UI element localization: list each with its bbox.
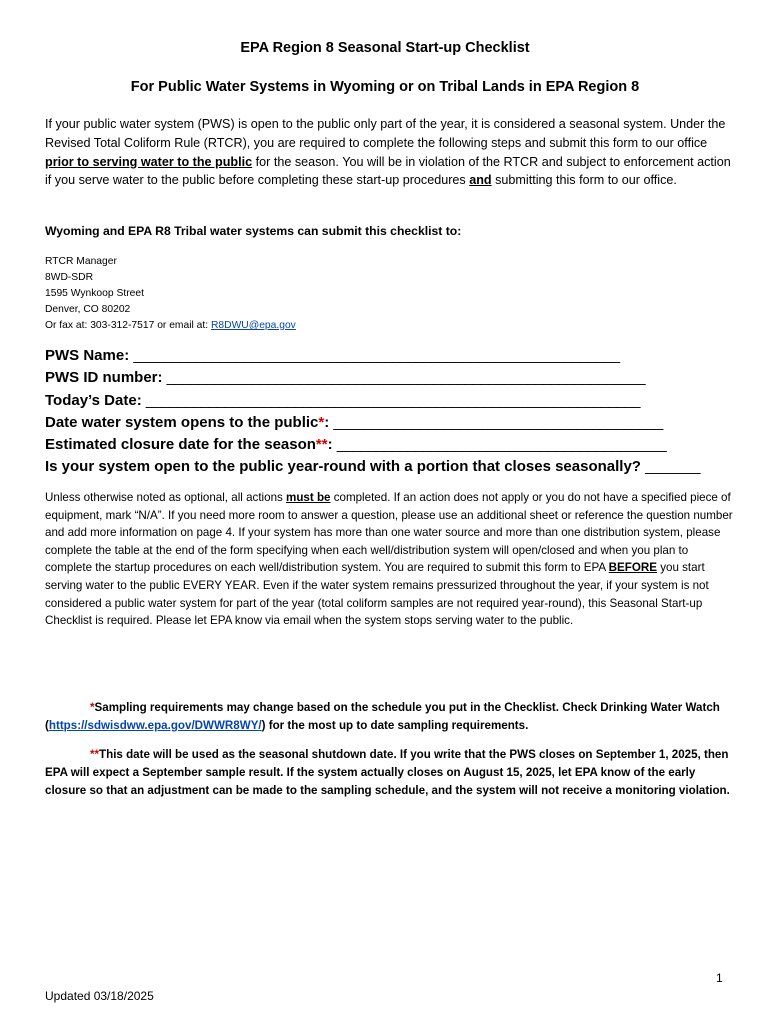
- year-round-label: Is your system open to the public year-round with a portion that closes seasonally?: [45, 458, 646, 476]
- fax-email-line: [45, 318, 296, 334]
- page-subtitle: For Public Water Systems in Wyoming or on Tribal Lands in EPA Region 8: [130, 79, 640, 95]
- instructions-emphasis-before: BEFORE: [608, 561, 657, 575]
- sampling-note: [45, 699, 735, 735]
- sampling-note-text-end: ) for the most up to date sampling requirements.: [261, 719, 529, 732]
- closure-date-label: Estimated closure date for the season: [45, 436, 316, 454]
- instructions-text-3: you start serving water to the public EVERY YEAR. Even if the water system remains pressurized throughout the year, if your system is not considered a public water system for part of the year (total coliform samples are not required year-round), this Seasonal Start-up Checklist is required. Please let EPA know via email when the system stops serving water to the public.: [45, 561, 709, 628]
- pws-name-field[interactable]: ______________________________________________________________: [133, 347, 620, 364]
- todays-date-field[interactable]: _______________________________________________________________: [145, 391, 640, 409]
- closure-date-colon: :: [327, 436, 337, 454]
- address-line: 1595 Wynkoop Street: [45, 288, 144, 299]
- todays-date-row: [45, 390, 735, 412]
- shutdown-note-asterisks: **: [90, 748, 100, 761]
- open-date-colon: :: [324, 413, 334, 431]
- pws-name-row: [45, 345, 735, 367]
- closure-date-asterisks: **: [315, 436, 328, 454]
- intro-text-1: If your public water system (PWS) is open to the public only part of the year, it is considered a seasonal system. Under the Revised Total Coliform Rule (RTCR), you are required to complete the following steps and submit this form to our office: [45, 117, 726, 150]
- address-line: Denver, CO 80202: [45, 304, 131, 315]
- email-link[interactable]: R8DWU@epa.gov: [210, 320, 296, 331]
- shutdown-note: [45, 746, 735, 800]
- submit-heading: Wyoming and EPA R8 Tribal water systems can submit this checklist to:: [45, 224, 462, 238]
- drinking-water-watch-link[interactable]: https://sdwisdww.epa.gov/DWWR8WY/: [48, 719, 262, 732]
- instructions-emphasis-must-be: must be: [286, 491, 331, 504]
- page-title: EPA Region 8 Seasonal Start-up Checklist: [240, 40, 530, 56]
- intro-emphasis-and: and: [469, 173, 492, 188]
- sampling-note-asterisk: *: [90, 701, 95, 714]
- instructions-text-1: Unless otherwise noted as optional, all actions: [45, 491, 287, 504]
- open-date-field[interactable]: __________________________________________: [333, 413, 663, 431]
- instructions-text-2: completed. If an action does not apply or you do not have a specified piece of equipment, mark “N/A”. If you need more room to answer a question, please use an additional sheet or reference the question number and add more information on page 4. If your system has more than one water source and more than one distribution system, please complete the table at the end of the form specifying when each well/distribution system will open/closed and when you plan to complete the startup procedures on each well/distribution system. You are required to submit this form to EPA: [45, 491, 733, 575]
- form-fields: [45, 345, 735, 479]
- pws-id-row: [45, 367, 735, 389]
- intro-text-3: submitting this form to our office.: [491, 173, 677, 188]
- intro-text-2: for the season. You will be in violation of the RTCR and subject to enforcement action if you serve water to the public before completing these start-up procedures: [45, 154, 731, 188]
- sampling-note-text: Sampling requirements may change based on the schedule you put in the Checklist. Check Drinking Water Watch (: [45, 701, 720, 732]
- todays-date-label: Today’s Date:: [45, 391, 146, 409]
- open-date-row: [45, 412, 735, 434]
- closure-date-field[interactable]: __________________________________________: [336, 436, 667, 454]
- address-line: 8WD-SDR: [45, 272, 94, 283]
- fax-text: Or fax at: 303-312-7517 or email at:: [45, 320, 211, 331]
- year-round-row: [45, 456, 735, 478]
- address-line: RTCR Manager: [45, 256, 117, 267]
- instructions-paragraph: [45, 489, 735, 630]
- pws-id-label: PWS ID number:: [45, 369, 167, 387]
- updated-date: Updated 03/18/2025: [45, 989, 154, 1003]
- closure-date-row: [45, 434, 735, 456]
- open-date-asterisk: *: [318, 413, 325, 431]
- mailing-address: [45, 254, 296, 334]
- pws-name-label: PWS Name:: [45, 347, 134, 364]
- open-date-label: Date water system opens to the public: [45, 413, 319, 431]
- page-number: 1: [716, 971, 723, 985]
- intro-paragraph: [45, 115, 735, 190]
- intro-emphasis-prior: prior to serving water to the public: [45, 154, 253, 169]
- shutdown-note-text: This date will be used as the seasonal shutdown date. If you write that the PWS closes on September 1, 2025, then EPA will expect a September sample result. If the system actually closes on August 15, 2025, let EPA know of the early closure so that an adjustment can be made to the sampling schedule, and the system will not receive a monitoring violation.: [45, 748, 730, 797]
- year-round-field[interactable]: _______: [645, 458, 701, 476]
- pws-id-field[interactable]: _____________________________________________________________: [166, 369, 646, 387]
